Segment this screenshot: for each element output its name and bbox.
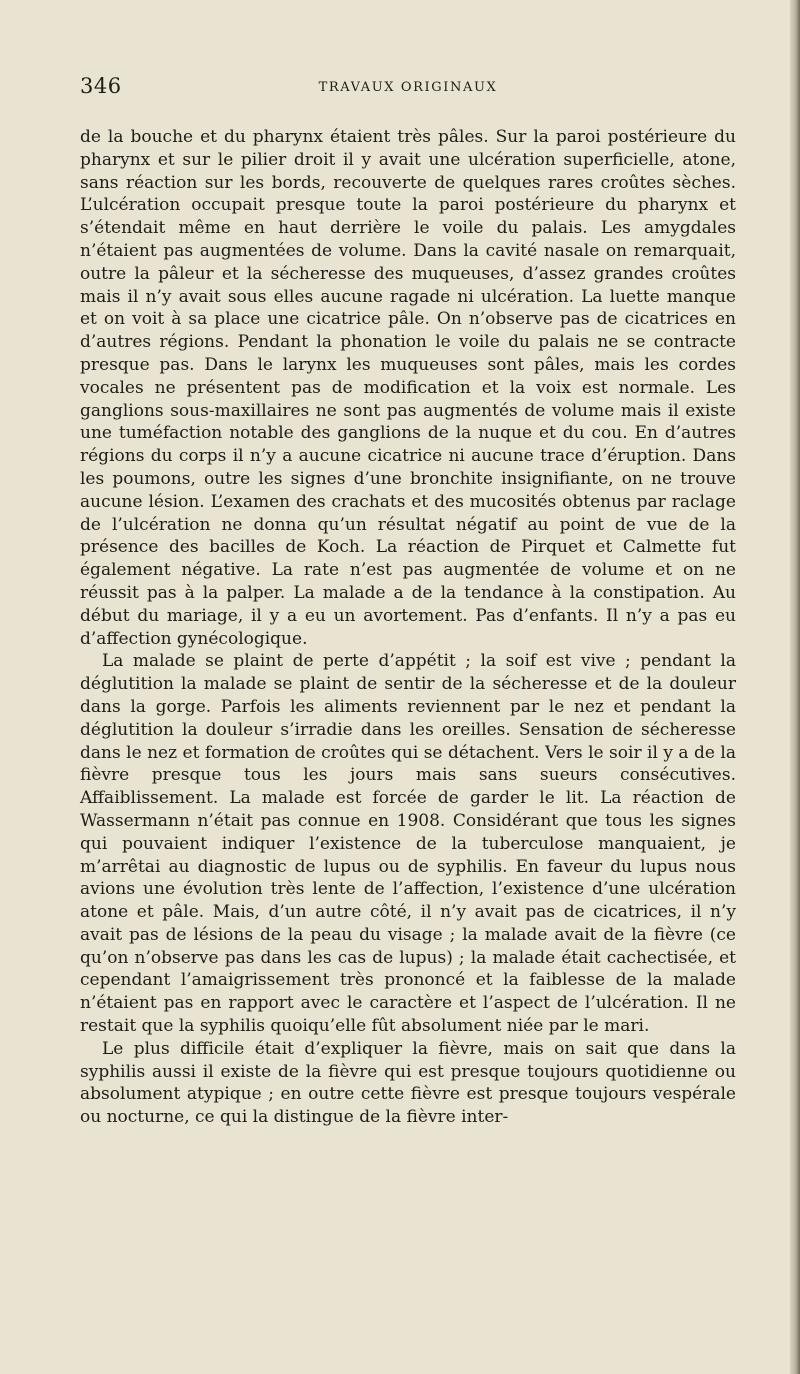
paragraph-fever: Le plus difficile était d’expliquer la fièvre, mais on sait que dans la syphilis aussi il existe de la fièvre qui est presque toujours quotidienne ou absolument atypique ; en outre cette fièvre est presque toujours vespérale ou nocturne, ce qui la distingue de la fièvre inter-: [80, 1038, 736, 1128]
page-number: 346: [80, 74, 122, 98]
paragraph-symptoms-diagnosis: La malade se plaint de perte d’appétit ; la soif est vive ; pendant la déglutition la malade se plaint de sentir de la sécheresse et de la douleur dans la gorge. Parfois les aliments reviennent par le nez et pendant la déglutition la douleur s’irradie dans les oreilles. Sensation de sécheresse dans le nez et formation de croûtes qui se détachent. Vers le soir il y a de la fièvre presque tous les jours mais sans sueurs consécutives. Affaiblissement. La malade est forcée de garder le lit. La réaction de Wassermann n’était pas connue en 1908. Considérant que tous les signes qui pouvaient indiquer l’existence de la tuberculose manquaient, je m’arrêtai au diagnostic de lupus ou de syphilis. En faveur du lupus nous avions une évolution très lente de l’affection, l’existence d’une ulcération atone et pâle. Mais, d’un autre côté, il n’y avait pas de cicatrices, il n’y avait pas de lésions de la peau du visage ; la malade avait de la fièvre (ce qu’on n’observe pas dans les cas de lupus) ; la malade était cachectisée, et cependant l’amaigrissement très prononcé et la faiblesse de la malade n’étaient pas en rapport avec le caractère et l’aspect de l’ulcération. Il ne restait que la syphilis quoiqu’elle fût absolument niée par le mari.: [80, 651, 736, 1037]
running-title: TRAVAUX ORIGINAUX: [318, 80, 498, 95]
article-body: [80, 126, 736, 1129]
page-header: [80, 74, 736, 104]
paragraph-continued: de la bouche et du pharynx étaient très pâles. Sur la paroi postérieure du pharynx et sur le pilier droit il y avait une ulcération superficielle, atone, sans réaction sur les bords, recouverte de quelques rares croûtes sèches. L’ulcération occupait presque toute la paroi postérieure du pharynx et s’étendait même en haut derrière le voile du palais. Les amygdales n’étaient pas augmentées de volume. Dans la cavité nasale on remarquait, outre la pâleur et la sécheresse des muqueuses, d’assez grandes croûtes mais il n’y avait sous elles aucune ragade ni ulcération. La luette manque et on voit à sa place une cicatrice pâle. On n’observe pas de cicatrices en d’autres régions. Pendant la phonation le voile du palais ne se contracte presque pas. Dans le larynx les muqueuses sont pâles, mais les cordes vocales ne présentent pas de modification et la voix est normale. Les ganglions sous-maxillaires ne sont pas augmentés de volume mais il existe une tuméfaction notable des ganglions de la nuque et du cou. En d’autres régions du corps il n’y a aucune cicatrice ni aucune trace d’éruption. Dans les poumons, outre les signes d’une bronchite insignifiante, on ne trouve aucune lésion. L’examen des crachats et des mucosités obtenus par raclage de l’ulcération ne donna qu’un résultat négatif au point de vue de la présence des bacilles de Koch. La réaction de Pirquet et Calmette fut également négative. La rate n’est pas augmentée de volume et on ne réussit pas à la palper. La malade a de la tendance à la constipation. Au début du mariage, il y a eu un avortement. Pas d’enfants. Il n’y a pas eu d’affection gynécologique.: [80, 127, 736, 649]
page-edge-shadow: [790, 0, 800, 1374]
